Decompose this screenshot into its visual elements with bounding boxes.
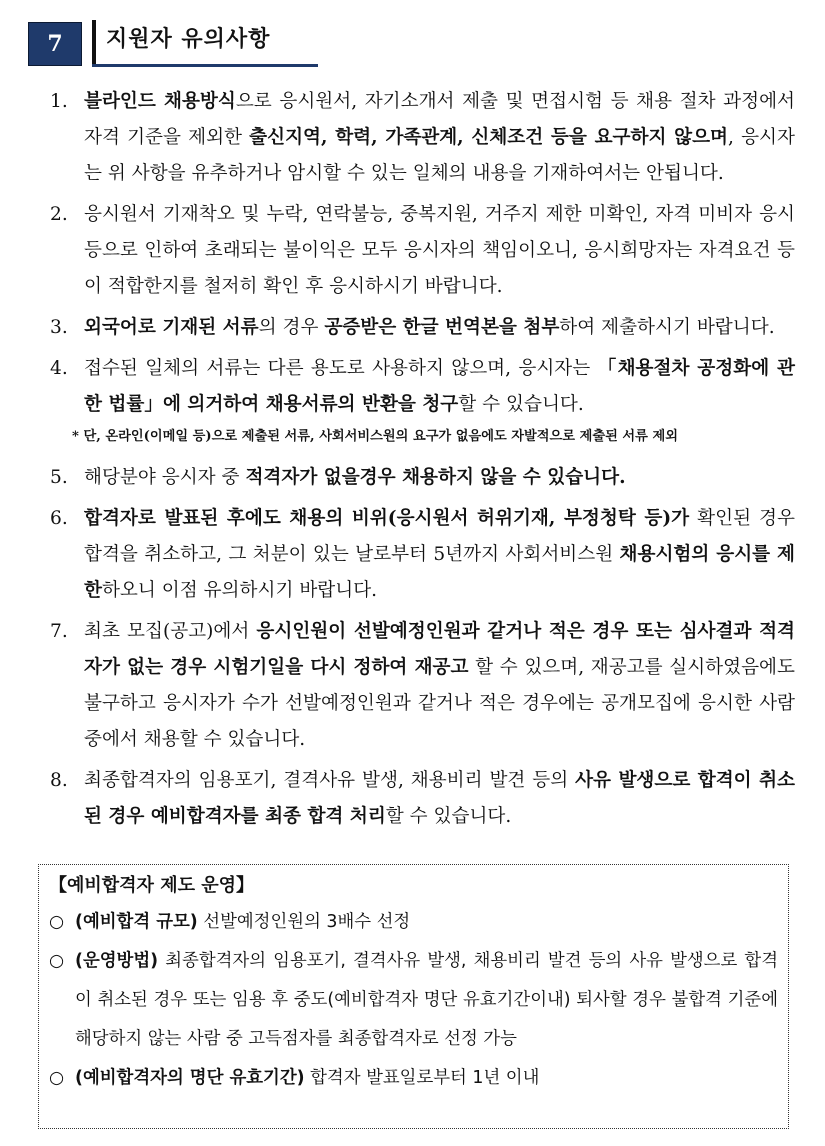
item-number: 3. <box>50 317 68 338</box>
box-bullet <box>49 942 778 1059</box>
body-text: 하오니 이점 유의하시기 바랍니다. <box>101 580 378 601</box>
circle-bullet-icon: ○ <box>49 912 65 932</box>
notice-item <box>50 501 795 609</box>
body-text: 으로 응시원서, 자기소개서 제출 및 면접시험 등 채용 절차 과정에서 자격 기준을 제외한 <box>84 91 795 148</box>
item-number: 5. <box>50 467 68 488</box>
emphasis-text: 외국어로 기재된 서류 <box>84 317 259 338</box>
title-bar-divider <box>92 20 96 64</box>
body-text: 최초 모집(공고)에서 <box>84 621 257 642</box>
emphasis-text: 응시인원이 선발예정인원과 같거나 적은 경우 또는 심사결과 적격자가 없는 경우 시험기일을 다시 정하여 재공고 <box>84 621 795 678</box>
body-text: 할 수 있습니다. <box>458 394 584 415</box>
item-text <box>84 197 795 305</box>
item-text <box>84 460 795 496</box>
bullet-text <box>75 942 778 1059</box>
section-number: 7 <box>28 22 82 66</box>
item-text <box>84 84 795 192</box>
body-text: 할 수 있습니다. <box>385 806 512 827</box>
emphasis-text: 「채용절차 공정화에 관한 법률」에 의거하여 채용서류의 반환을 청구 <box>84 358 796 415</box>
item-number: 8. <box>50 770 68 791</box>
item-text <box>84 351 795 423</box>
body-text: 확인된 경우 합격을 취소하고, 그 처분이 있는 날로부터 5년까지 사회서비스원 <box>84 508 795 565</box>
box-bullet <box>49 903 778 942</box>
body-text: 하여 제출하시기 바랍니다. <box>559 317 775 338</box>
bullet-text <box>75 1059 778 1098</box>
notice-list <box>50 84 795 840</box>
box-bullet-list <box>49 903 778 1098</box>
notice-item <box>50 614 795 758</box>
notice-item <box>50 197 795 305</box>
bullet-text <box>75 903 778 942</box>
notice-item <box>50 351 795 423</box>
circle-bullet-icon: ○ <box>49 1068 65 1088</box>
bullet-label: (예비합격 규모) <box>75 912 198 932</box>
item-text <box>84 501 795 609</box>
bullet-body: 최종합격자의 임용포기, 결격사유 발생, 채용비리 발견 등의 사유 발생으로 합격이 취소된 경우 또는 임용 후 중도(예비합격자 명단 유효기간이내) 퇴사할 경우 불합격 기준에 해당하지 않는 사람 중 고득점자를 최종합격자로 선정 가능 <box>75 951 779 1049</box>
notice-item <box>50 310 795 346</box>
section-header <box>28 20 318 64</box>
item-number: 6. <box>50 508 68 529</box>
bullet-label: (예비합격자의 명단 유효기간) <box>75 1068 305 1088</box>
body-text: 할 수 있으며, 재공고를 실시하였음에도 불구하고 응시자가 수가 선발예정인원과 같거나 적은 경우에는 공개모집에 응시한 사람 중에서 채용할 수 있습니다. <box>84 657 795 750</box>
circle-bullet-icon: ○ <box>49 951 65 971</box>
item-number: 1. <box>50 91 68 112</box>
item-number: 7. <box>50 621 68 642</box>
item-text <box>84 310 795 346</box>
notice-item <box>50 763 795 835</box>
footnote: * 단, 온라인(이메일 등)으로 제출된 서류, 사회서비스원의 요구가 없음에도 자발적으로 제출된 서류 제외 <box>72 429 678 444</box>
emphasis-text: 출신지역, 학력, 가족관계, 신체조건 등을 요구하지 않으며 <box>249 127 729 148</box>
bullet-body: 선발예정인원의 3배수 선정 <box>197 912 411 932</box>
item-number: 2. <box>50 204 68 225</box>
bullet-body: 합격자 발표일로부터 1년 이내 <box>304 1068 540 1088</box>
box-bullet <box>49 1059 778 1098</box>
bullet-label: (운영방법) <box>75 951 159 971</box>
body-text: 해당분야 응시자 중 <box>84 467 246 488</box>
notice-item <box>50 84 795 192</box>
body-text: 의 경우 <box>258 317 325 338</box>
emphasis-text: 합격자로 발표된 후에도 채용의 비위(응시원서 허위기재, 부정청탁 등)가 <box>84 508 690 529</box>
item-text <box>84 614 795 758</box>
body-text: 최종합격자의 임용포기, 결격사유 발생, 채용비리 발견 등의 <box>84 770 576 791</box>
item-text <box>84 763 795 835</box>
box-title: 【예비합격자 제도 운영】 <box>49 875 255 896</box>
reserve-candidate-box <box>38 864 789 1129</box>
section-title: 지원자 유의사항 <box>106 27 271 52</box>
notice-item <box>50 460 795 496</box>
emphasis-text: 사유 발생으로 합격이 취소된 경우 예비합격자를 최종 합격 처리 <box>84 770 795 827</box>
body-text: 접수된 일체의 서류는 다른 용도로 사용하지 않으며, 응시자는 <box>84 358 598 379</box>
emphasis-text: 블라인드 채용방식 <box>84 91 236 112</box>
title-underline <box>92 64 318 67</box>
emphasis-text: 공증받은 한글 번역본을 첨부 <box>324 317 560 338</box>
emphasis-text: 채용시험의 응시를 제한 <box>84 544 795 601</box>
body-text: 응시원서 기재착오 및 누락, 연락불능, 중복지원, 거주지 제한 미확인, 자격 미비자 응시 등으로 인하여 초래되는 불이익은 모두 응시자의 책임이오니, 응시희망자는 자격요건 등이 적합한지를 철저히 확인 후 응시하시기 바랍니다. <box>84 204 795 297</box>
body-text: , 응시자는 위 사항을 유추하거나 암시할 수 있는 일체의 내용을 기재하여서는 안됩니다. <box>84 127 795 184</box>
item-number: 4. <box>50 358 68 379</box>
emphasis-text: 적격자가 없을경우 채용하지 않을 수 있습니다. <box>245 467 626 488</box>
